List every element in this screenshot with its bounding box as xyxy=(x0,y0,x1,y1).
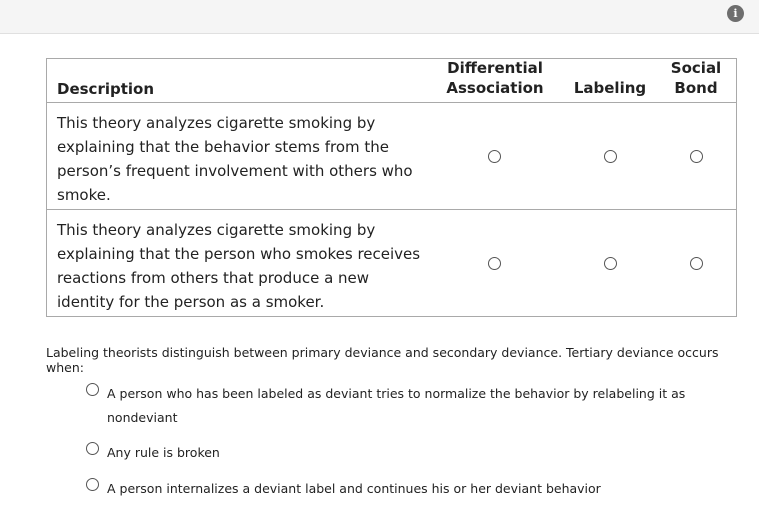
column-header-social-bond: Social Bond xyxy=(670,59,722,97)
radio-social-bond[interactable] xyxy=(690,150,703,163)
radio-social-bond[interactable] xyxy=(690,257,703,270)
answer-option[interactable] xyxy=(85,477,725,501)
option-label[interactable]: A person who has been labeled as deviant tries to normalize the behavior by relabeling it as nondeviant xyxy=(107,386,686,425)
matrix-row xyxy=(47,103,736,210)
answer-option[interactable] xyxy=(85,441,725,465)
column-header-labeling: Labeling xyxy=(573,79,647,97)
matrix-row xyxy=(47,210,736,316)
matrix-header-row xyxy=(47,59,736,103)
option-label[interactable]: A person internalizes a deviant label and continues his or her deviant behavior xyxy=(107,481,601,496)
row-description: This theory analyzes cigarette smoking by explaining that the person who smokes receives reactions from others that produce a new identity for the person as a smoker. xyxy=(57,221,421,311)
option-label[interactable]: Any rule is broken xyxy=(107,445,220,460)
top-bar xyxy=(0,0,759,34)
radio-labeling[interactable] xyxy=(604,257,617,270)
row-description: This theory analyzes cigarette smoking by explaining that the behavior stems from the person’s frequent involvement with others who smoke. xyxy=(57,114,413,204)
answer-option[interactable] xyxy=(85,382,725,432)
question-prompt: Labeling theorists distinguish between primary deviance and secondary deviance. Tertiary deviance occurs when: xyxy=(46,345,719,375)
radio-differential-association[interactable] xyxy=(488,257,501,270)
radio-differential-association[interactable] xyxy=(488,150,501,163)
radio-labeling[interactable] xyxy=(604,150,617,163)
option-radio[interactable] xyxy=(86,383,99,396)
option-radio[interactable] xyxy=(86,442,99,455)
column-header-differential-association: Differential Association xyxy=(446,59,544,97)
matching-matrix xyxy=(46,58,737,317)
column-header-description: Description xyxy=(57,80,155,98)
option-radio[interactable] xyxy=(86,478,99,491)
info-icon[interactable]: i xyxy=(727,5,744,22)
